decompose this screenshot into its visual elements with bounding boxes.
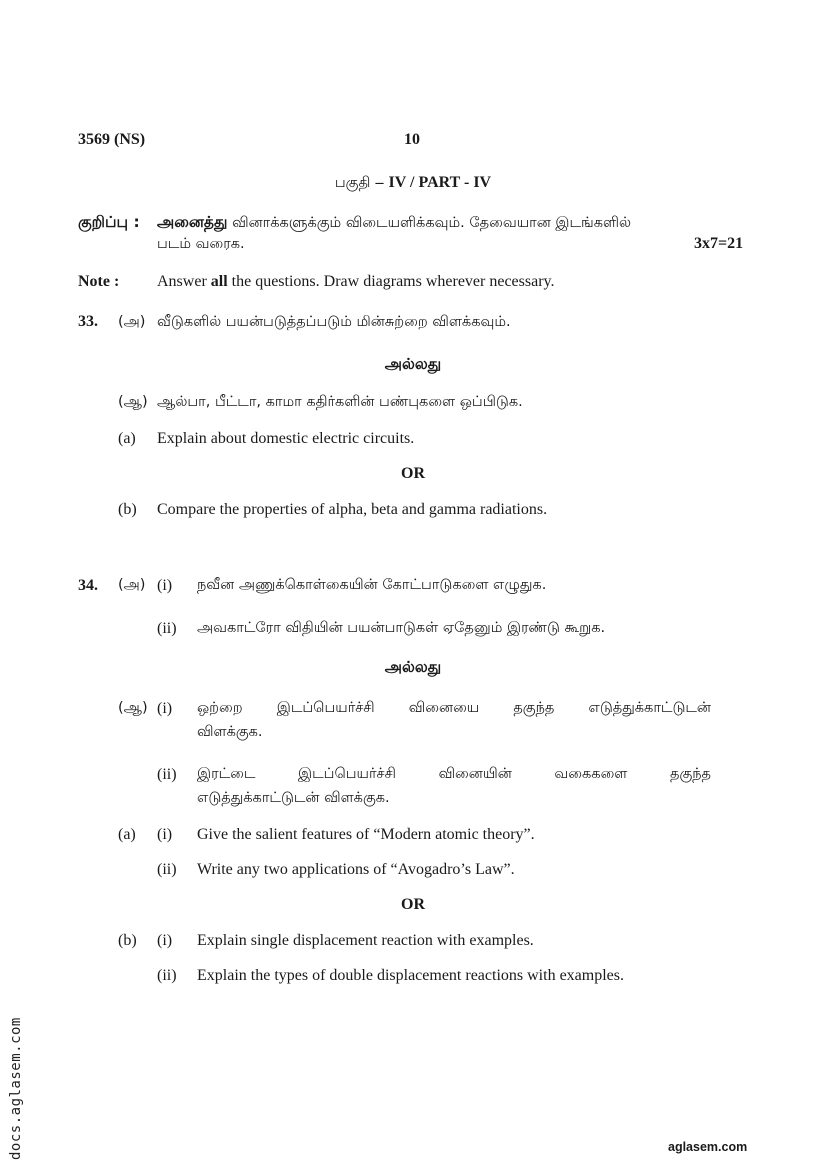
q34-a-i-label-english: (i) [157, 826, 173, 843]
question-33-number: 33. [78, 313, 98, 330]
exam-code: 3569 (NS) [78, 131, 146, 148]
note-tamil-rest: வினாக்களுக்கும் விடையளிக்கவும். தேவையான இடங்களில் [232, 215, 632, 231]
part-heading-sep: – [375, 174, 384, 191]
note-tamil-line2: படம் வரைக. [157, 236, 245, 252]
q33-b-label-tamil: (ஆ) [118, 394, 148, 410]
note-english-bold: all [210, 273, 228, 290]
q33-or-english: OR [401, 465, 425, 482]
q34-a-label-english: (a) [118, 826, 136, 843]
q34-a-ii-text-tamil: அவகாட்ரோ விதியின் பயன்பாடுகள் ஏதேனும் இரண்டு கூறுக. [197, 620, 606, 636]
q34-a-i-text-english: Give the salient features of “Modern atomic theory”. [197, 826, 535, 843]
q34-a-i-label-tamil: (i) [157, 577, 173, 594]
q33-b-text-tamil: ஆல்பா, பீட்டா, காமா கதிர்களின் பண்புகளை ஒப்பிடுக. [157, 394, 523, 410]
part-heading-tamil: பகுதி [334, 175, 371, 191]
q33-a-text-tamil: வீடுகளில் பயன்படுத்தப்படும் மின்சுற்றை விளக்கவும். [157, 314, 511, 330]
note-tamil-bold: அனைத்து [157, 213, 228, 231]
note-tamil-line1 [157, 213, 631, 233]
footer-brand: aglasem.com [668, 1140, 748, 1154]
part-heading [0, 172, 826, 193]
q34-or-english: OR [401, 896, 425, 913]
q34-b-i-text-english: Explain single displacement reaction with examples. [197, 932, 534, 949]
part-heading-label: IV / PART - IV [388, 174, 492, 191]
q34-b-i-label-tamil: (i) [157, 700, 173, 717]
q34-b-ii-label-english: (ii) [157, 967, 177, 984]
q34-a-label-tamil: (அ) [118, 577, 146, 593]
q34-b-ii-label-tamil: (ii) [157, 766, 177, 783]
q33-b-text-english: Compare the properties of alpha, beta and gamma radiations. [157, 501, 548, 518]
q34-a-ii-label-english: (ii) [157, 861, 177, 878]
q33-a-label-tamil: (அ) [118, 314, 146, 330]
q34-b-ii-text-english: Explain the types of double displacement reactions with examples. [197, 967, 624, 984]
q34-b-ii-text-tamil-line1: இரட்டை இடப்பெயர்ச்சி வினையின் வகைகளை தகுந்த [197, 766, 711, 782]
q34-a-i-text-tamil: நவீன அணுக்கொள்கையின் கோட்பாடுகளை எழுதுக. [197, 577, 547, 593]
q33-a-text-english: Explain about domestic electric circuits. [157, 430, 415, 447]
q34-or-tamil: அல்லது [384, 658, 442, 676]
page-number: 10 [404, 131, 420, 148]
q34-b-i-text-tamil-line1: ஒற்றை இடப்பெயர்ச்சி வினையை தகுந்த எடுத்துக்காட்டுடன் [197, 700, 711, 716]
q34-b-ii-text-tamil-line2: எடுத்துக்காட்டுடன் விளக்குக. [197, 790, 390, 806]
note-english-prefix: Answer [157, 273, 207, 290]
q34-b-label-english: (b) [118, 932, 137, 949]
note-english-label: Note : [78, 273, 120, 290]
q34-b-label-tamil: (ஆ) [118, 700, 148, 716]
marks-scheme: 3x7=21 [694, 235, 744, 252]
note-english-suffix: the questions. Draw diagrams wherever necessary. [231, 273, 555, 290]
q34-a-ii-text-english: Write any two applications of “Avogadro’s Law”. [197, 861, 515, 878]
q33-a-label-english: (a) [118, 430, 136, 447]
note-tamil-label: குறிப்பு : [78, 213, 140, 231]
side-watermark: docs.aglasem.com [8, 1017, 24, 1160]
q34-b-i-label-english: (i) [157, 932, 173, 949]
q33-b-label-english: (b) [118, 501, 137, 518]
q34-a-ii-label-tamil: (ii) [157, 620, 177, 637]
question-34-number: 34. [78, 577, 98, 594]
note-english-text [157, 273, 555, 291]
q34-b-i-text-tamil-line2: விளக்குக. [197, 724, 263, 740]
q33-or-tamil: அல்லது [384, 355, 442, 373]
